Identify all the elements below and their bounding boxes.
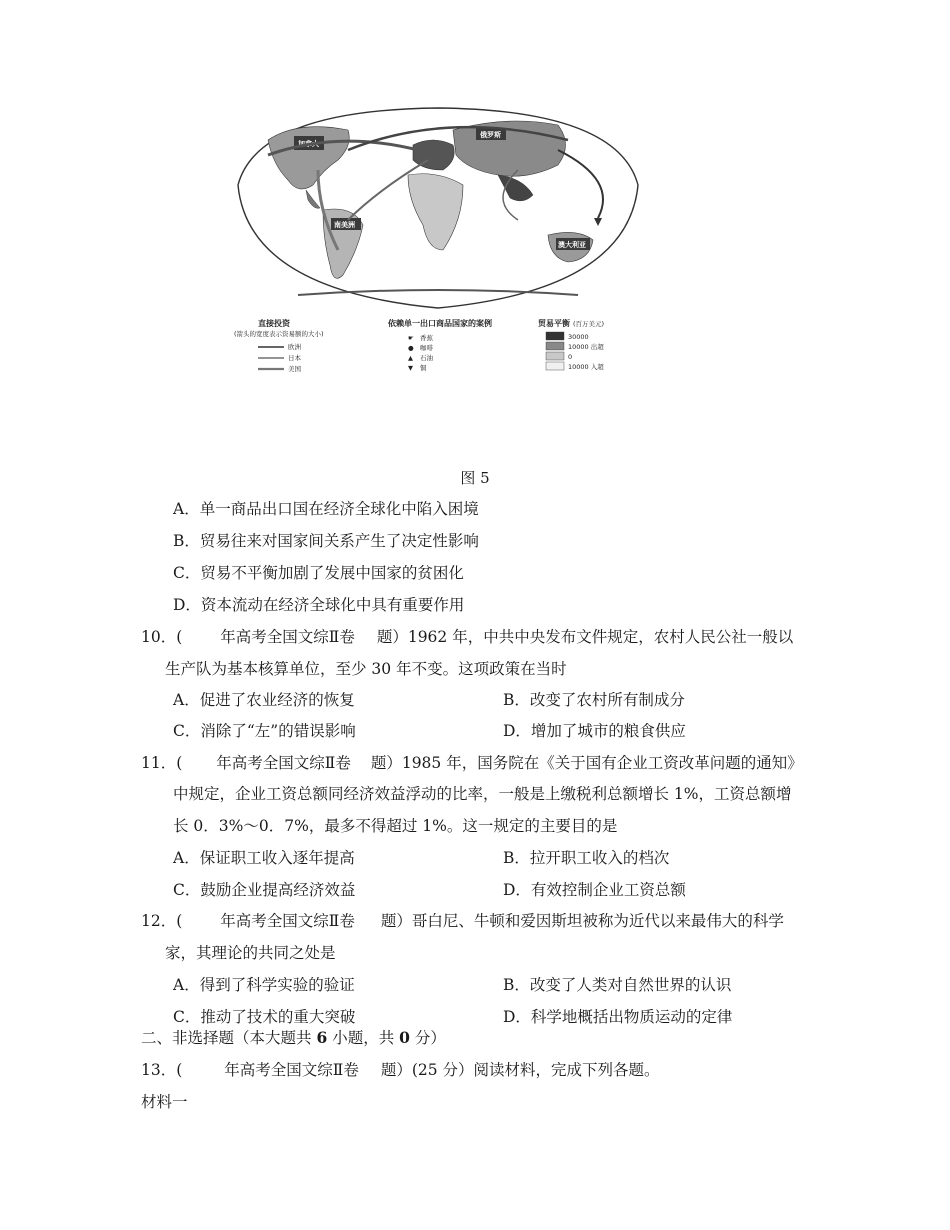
q12-option-b[interactable]: B．改变了人类对自然世界的认识 bbox=[503, 976, 732, 994]
q12-option-a[interactable]: A．得到了科学实验的验证 bbox=[173, 976, 355, 994]
section2-score: 0 bbox=[399, 1028, 410, 1047]
legend-investment-usa: 美国 bbox=[288, 365, 301, 373]
legend-export-banana: 香蕉 bbox=[420, 334, 433, 342]
q10-option-d[interactable]: D．增加了城市的粮食供应 bbox=[503, 722, 686, 740]
legend-swatch-zero bbox=[546, 352, 564, 360]
map-label-canada: 加拿大 bbox=[298, 140, 319, 148]
q11-option-d[interactable]: D．有效控制企业工资总额 bbox=[503, 881, 686, 899]
oil-icon: ▲ bbox=[408, 354, 413, 362]
copper-icon: ▼ bbox=[408, 364, 413, 372]
legend-swatch-10000-surplus bbox=[546, 342, 564, 350]
section2-prefix: 二、非选择题（本大题共 bbox=[141, 1029, 312, 1047]
q10-source: 年高考全国文综Ⅱ卷 bbox=[220, 628, 355, 646]
q11-stem-line2: 中规定，企业工资总额同经济效益浮动的比率，一般是上缴税利总额增长 1%，工资总额增 bbox=[173, 785, 792, 803]
legend-balance-unit: (百万美元) bbox=[573, 320, 605, 328]
q9-option-b[interactable]: B．贸易往来对国家间关系产生了决定性影响 bbox=[173, 532, 479, 550]
q12-stem-line1 bbox=[141, 911, 784, 931]
q10-number: 10．( bbox=[141, 628, 183, 646]
q10-option-a[interactable]: A．促进了农业经济的恢复 bbox=[173, 691, 355, 709]
q9-option-a[interactable]: A．单一商品出口国在经济全球化中陷入困境 bbox=[173, 500, 479, 518]
section2-count: 6 bbox=[316, 1028, 328, 1047]
q12-text: 题）哥白尼、牛顿和爱因斯坦被称为近代以来最伟大的科学 bbox=[380, 912, 784, 930]
q10-stem-line2: 生产队为基本核算单位，至少 30 年不变。这项政策在当时 bbox=[165, 660, 567, 678]
legend-investment-europe: 欧洲 bbox=[288, 343, 301, 351]
legend-export-oil: 石油 bbox=[420, 354, 433, 362]
q11-stem-line1 bbox=[141, 753, 803, 773]
q11-number: 11．( bbox=[141, 754, 183, 772]
legend-swatch-10000-deficit bbox=[546, 362, 564, 370]
legend-export-title: 依赖单一出口商品国家的案例 bbox=[388, 319, 492, 328]
q13-stem-line1 bbox=[141, 1060, 660, 1080]
q13-material-label: 材料一 bbox=[141, 1093, 188, 1111]
section2-suffix: 分） bbox=[414, 1029, 446, 1047]
map-label-australia: 澳大利亚 bbox=[558, 241, 586, 249]
section2-heading bbox=[141, 1028, 446, 1048]
q9-option-d[interactable]: D．资本流动在经济全球化中具有重要作用 bbox=[173, 596, 465, 614]
banana-icon: ☛ bbox=[408, 334, 414, 342]
section2-mid: 小题，共 bbox=[332, 1029, 395, 1047]
legend-investment-japan: 日本 bbox=[288, 354, 301, 362]
q12-source: 年高考全国文综Ⅱ卷 bbox=[220, 912, 355, 930]
q13-number: 13．( bbox=[141, 1061, 183, 1079]
q13-source: 年高考全国文综Ⅱ卷 bbox=[224, 1061, 359, 1079]
q12-stem-line2: 家，其理论的共同之处是 bbox=[165, 944, 336, 962]
legend-investment-note: (箭头的宽度表示资易额的大小) bbox=[234, 330, 324, 338]
coffee-icon: ● bbox=[408, 344, 414, 352]
q11-source: 年高考全国文综Ⅱ卷 bbox=[216, 754, 351, 772]
q11-text: 题）1985 年，国务院在《关于国有企业工资改革问题的通知》 bbox=[370, 754, 803, 772]
q10-option-b[interactable]: B．改变了农村所有制成分 bbox=[503, 691, 685, 709]
legend-investment-title: 直接投资 bbox=[258, 319, 290, 328]
world-map-svg bbox=[228, 100, 648, 390]
legend-balance-10000-deficit: 10000 入超 bbox=[568, 363, 604, 371]
legend-export-copper: 铜 bbox=[420, 364, 427, 372]
q11-option-c[interactable]: C．鼓励企业提高经济效益 bbox=[173, 881, 356, 899]
map-label-russia: 俄罗斯 bbox=[480, 131, 501, 139]
legend-balance-30000: 30000 bbox=[568, 333, 589, 341]
q11-stem-line3: 长 0．3%～0．7%，最多不得超过 1%。这一规定的主要目的是 bbox=[173, 817, 618, 835]
q13-text: 题）(25 分）阅读材料，完成下列各题。 bbox=[380, 1061, 660, 1079]
legend-balance-title: 贸易平衡 bbox=[538, 319, 570, 328]
legend-swatch-30000 bbox=[546, 332, 564, 340]
world-trade-map-figure bbox=[228, 100, 648, 390]
q10-option-c[interactable]: C．消除了“左”的错误影响 bbox=[173, 722, 356, 740]
q11-option-b[interactable]: B．拉开职工收入的档次 bbox=[503, 849, 670, 867]
figure-caption: 图 5 bbox=[460, 469, 490, 487]
legend-balance-zero: 0 bbox=[568, 353, 573, 361]
q12-number: 12．( bbox=[141, 912, 183, 930]
q10-stem-line1 bbox=[141, 627, 793, 647]
q12-option-c[interactable]: C．推动了技术的重大突破 bbox=[173, 1008, 356, 1026]
legend-balance-10000-surplus: 10000 出超 bbox=[568, 343, 604, 351]
q10-text: 题）1962 年，中共中央发布文件规定，农村人民公社一般以 bbox=[376, 628, 794, 646]
legend-export-coffee: 咖啡 bbox=[420, 344, 433, 352]
q11-option-a[interactable]: A．保证职工收入逐年提高 bbox=[173, 849, 355, 867]
map-label-south-america: 南美洲 bbox=[334, 221, 355, 229]
q12-option-d[interactable]: D．科学地概括出物质运动的定律 bbox=[503, 1008, 733, 1026]
q9-option-c[interactable]: C．贸易不平衡加剧了发展中国家的贫困化 bbox=[173, 564, 464, 582]
